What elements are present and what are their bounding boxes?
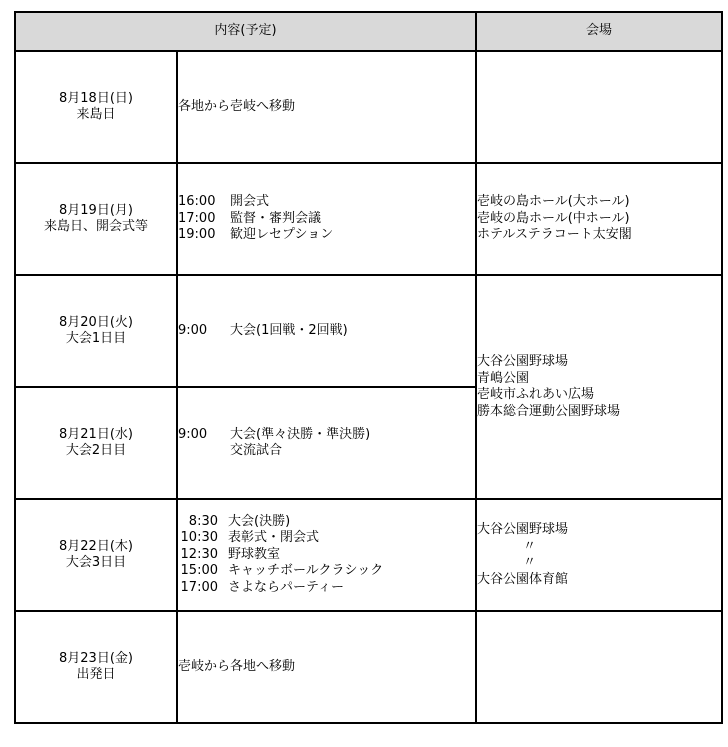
venue-name: 大谷公園野球場 [477,522,569,537]
date-cell [15,499,177,611]
venue-name: ホテルステラコート太安閣 [477,227,632,243]
date-cell [15,611,177,723]
date-cell [15,275,177,387]
schedule-item: 17:00 さよならパーティー [180,579,344,595]
schedule-item: 8:30 大会(決勝) [188,513,291,529]
schedule-table [14,11,723,724]
venue-cell [476,499,722,611]
content-header: 内容(予定) [15,12,476,51]
content-text: 各地から壱岐へ移動 [178,98,296,114]
content-text: 壱岐から各地へ移動 [178,658,296,674]
date: 8月22日(木) [59,538,133,554]
day-label: 大会3日目 [65,555,127,570]
ditto-mark: 〃 [523,538,537,554]
venue-cell [476,275,722,499]
venue-name: 勝本総合運動公園野球場 [477,403,621,419]
table-row [15,51,722,163]
content-cell [177,163,476,275]
venue-cell [476,611,722,723]
schedule-item: 9:00 大会(準々決勝・準決勝) [178,426,371,442]
table-row [15,275,722,387]
day-label: 大会2日目 [65,443,127,458]
date-cell [15,51,177,163]
day-label: 来島日、開会式等 [43,219,148,234]
schedule-item: 19:00 歓迎レセプション [178,227,334,243]
venue-name: 大谷公園野球場 [477,354,569,369]
schedule-item: 16:00 開会式 [178,194,270,210]
schedule-item: 交流試合 [230,443,283,458]
date: 8月23日(金) [59,650,133,666]
date: 8月19日(月) [59,202,133,218]
date: 8月21日(水) [59,426,133,442]
venue-header: 会場 [476,12,722,51]
venue-name: 壱岐の島ホール(大ホール) [477,194,630,210]
content-cell [177,611,476,723]
table-row [15,499,722,611]
venue-cell [476,163,722,275]
date: 8月20日(火) [59,314,133,330]
day-label: 大会1日目 [65,331,127,346]
venue-name: 壱岐の島ホール(中ホール) [477,210,630,226]
date: 8月18日(日) [59,90,133,106]
schedule-item: 15:00 キャッチボールクラシック [180,563,384,579]
ditto-mark: 〃 [523,555,537,570]
content-cell [177,275,476,387]
day-label: 出発日 [76,667,116,682]
header-row [15,12,722,51]
content-cell [177,51,476,163]
content-cell [177,499,476,611]
venue-name: 青嶋公園 [477,370,530,386]
day-label: 来島日 [76,107,116,122]
schedule-item: 10:30 表彰式・閉会式 [180,530,320,546]
table-row [15,611,722,723]
schedule-item: 17:00 監督・審判会議 [178,210,322,226]
date-cell [15,387,177,499]
schedule-item: 9:00 大会(1回戦・2回戦) [178,322,348,338]
schedule-item: 12:30 野球教室 [180,546,281,562]
content-cell [177,387,476,499]
table-row [15,163,722,275]
venue-cell [476,51,722,163]
venue-name: 壱岐市ふれあい広場 [477,387,595,402]
date-cell [15,163,177,275]
venue-name: 大谷公園体育館 [477,571,569,587]
